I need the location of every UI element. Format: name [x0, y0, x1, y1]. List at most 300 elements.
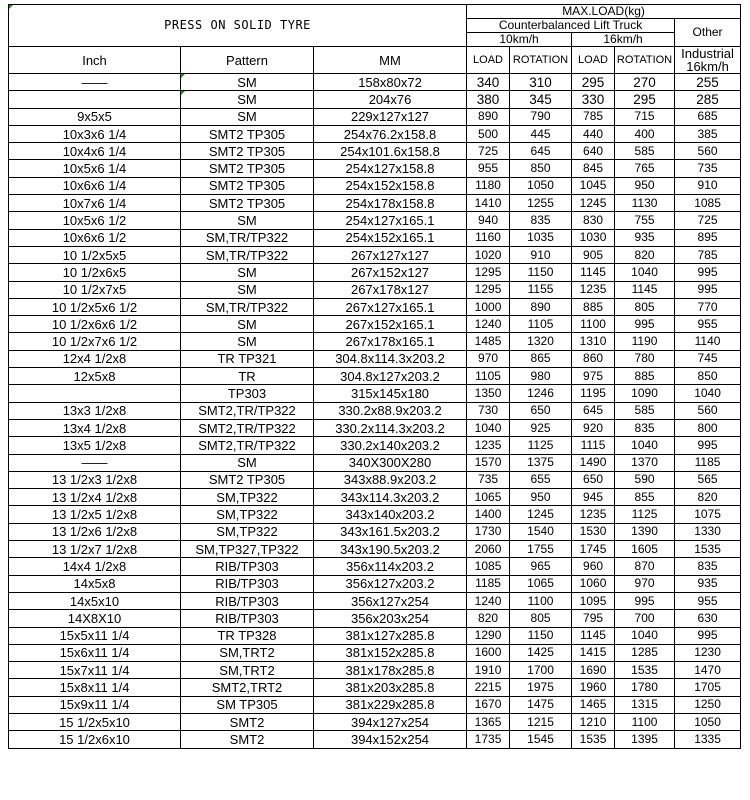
table-row — [9, 419, 741, 436]
mm-cell: 254x76.2x158.8 — [314, 125, 467, 142]
inch-cell: 13 1/2x4 1/2x8 — [9, 489, 181, 506]
load-16-cell: 440 — [572, 125, 615, 142]
rotation-10-cell: 1320 — [510, 333, 572, 350]
load-10-header: LOAD — [467, 47, 510, 74]
mm-cell: 381x152x285.8 — [314, 644, 467, 661]
rotation-16-cell: 1780 — [615, 679, 675, 696]
table-row — [9, 212, 741, 229]
load-16-cell: 1235 — [572, 281, 615, 298]
rotation-10-cell: 1255 — [510, 195, 572, 212]
pattern-cell: SM — [181, 454, 314, 471]
table-row — [9, 731, 741, 748]
load-16-cell: 1100 — [572, 316, 615, 333]
rotation-16-cell: 1535 — [615, 662, 675, 679]
table-row — [9, 195, 741, 212]
pattern-cell: SMT2,TR/TP322 — [181, 437, 314, 454]
load-10-cell: 1020 — [467, 246, 510, 263]
other-industrial-cell: 1250 — [675, 696, 741, 713]
load-10-cell: 2215 — [467, 679, 510, 696]
table-row — [9, 662, 741, 679]
load-16-cell: 1145 — [572, 627, 615, 644]
other-industrial-cell: 955 — [675, 592, 741, 609]
mm-cell: 356x127x254 — [314, 592, 467, 609]
table-row — [9, 385, 741, 402]
inch-cell: 10x6x6 1/2 — [9, 229, 181, 246]
other-industrial-cell: 995 — [675, 627, 741, 644]
load-16-cell: 1115 — [572, 437, 615, 454]
industrial-speed-label: 16km/h — [686, 59, 729, 74]
rotation-16-cell: 835 — [615, 419, 675, 436]
inch-cell: 13 1/2x6 1/2x8 — [9, 523, 181, 540]
rotation-16-cell: 585 — [615, 143, 675, 160]
load-10-cell: 1185 — [467, 575, 510, 592]
load-16-cell: 1235 — [572, 506, 615, 523]
mm-cell: 315x145x180 — [314, 385, 467, 402]
rotation-16-cell: 970 — [615, 575, 675, 592]
pattern-cell: SM,TP327,TP322 — [181, 541, 314, 558]
speed-10-header: 10km/h — [467, 33, 572, 47]
rotation-16-cell: 780 — [615, 350, 675, 367]
pattern-cell: RIB/TP303 — [181, 558, 314, 575]
other-industrial-cell: 735 — [675, 160, 741, 177]
inch-cell: 13x5 1/2x8 — [9, 437, 181, 454]
table-row — [9, 264, 741, 281]
load-10-cell: 1730 — [467, 523, 510, 540]
inch-cell: 15x6x11 1/4 — [9, 644, 181, 661]
mm-cell: 204x76 — [314, 91, 467, 108]
mm-cell: 330.2x88.9x203.2 — [314, 402, 467, 419]
rotation-16-cell: 765 — [615, 160, 675, 177]
inch-cell: 15x5x11 1/4 — [9, 627, 181, 644]
rotation-10-cell: 835 — [510, 212, 572, 229]
table-row — [9, 610, 741, 627]
load-16-cell: 295 — [572, 74, 615, 91]
pattern-cell: SM — [181, 281, 314, 298]
load-10-cell: 1240 — [467, 316, 510, 333]
rotation-16-cell: 1090 — [615, 385, 675, 402]
other-industrial-cell: 995 — [675, 281, 741, 298]
other-industrial-cell: 285 — [675, 91, 741, 108]
load-10-cell: 1295 — [467, 264, 510, 281]
inch-cell: 10x6x6 1/4 — [9, 177, 181, 194]
rotation-16-cell: 1040 — [615, 627, 675, 644]
mm-cell: 381x178x285.8 — [314, 662, 467, 679]
rotation-16-cell: 950 — [615, 177, 675, 194]
rotation-16-cell: 820 — [615, 246, 675, 263]
pattern-cell: SMT2,TR/TP322 — [181, 402, 314, 419]
pattern-cell: TR TP321 — [181, 350, 314, 367]
table-row — [9, 679, 741, 696]
load-10-cell: 1065 — [467, 489, 510, 506]
pattern-cell: SM,TP322 — [181, 489, 314, 506]
mm-cell: 254x101.6x158.8 — [314, 143, 467, 160]
other-industrial-cell: 385 — [675, 125, 741, 142]
counterbalanced-lift-truck-header: Counterbalanced Lift Truck — [467, 19, 675, 33]
inch-cell — [9, 91, 181, 108]
load-16-cell: 1145 — [572, 264, 615, 281]
load-16-cell: 1030 — [572, 229, 615, 246]
inch-cell: —— — [9, 74, 181, 91]
pattern-cell: SMT2 — [181, 713, 314, 730]
other-industrial-cell: 1185 — [675, 454, 741, 471]
inch-cell: 10 1/2x5x5 — [9, 246, 181, 263]
table-row — [9, 368, 741, 385]
pattern-cell: SM — [181, 264, 314, 281]
rotation-16-cell: 1040 — [615, 437, 675, 454]
other-industrial-cell: 630 — [675, 610, 741, 627]
mm-cell: 330.2x114.3x203.2 — [314, 419, 467, 436]
rotation-10-cell: 1545 — [510, 731, 572, 748]
industrial-label: Industrial — [681, 46, 734, 61]
rotation-10-cell: 1700 — [510, 662, 572, 679]
load-10-cell: 1600 — [467, 644, 510, 661]
pattern-cell: SM — [181, 316, 314, 333]
load-10-cell: 2060 — [467, 541, 510, 558]
other-industrial-cell: 995 — [675, 264, 741, 281]
load-10-cell: 1290 — [467, 627, 510, 644]
rotation-16-cell: 935 — [615, 229, 675, 246]
rotation-10-cell: 1100 — [510, 592, 572, 609]
load-16-cell: 1745 — [572, 541, 615, 558]
mm-header: MM — [314, 47, 467, 74]
rotation-16-cell: 1130 — [615, 195, 675, 212]
table-row — [9, 316, 741, 333]
mm-cell: 330.2x140x203.2 — [314, 437, 467, 454]
inch-cell: 14X8X10 — [9, 610, 181, 627]
pattern-cell: SMT2,TRT2 — [181, 679, 314, 696]
mm-cell: 340X300X280 — [314, 454, 467, 471]
table-row — [9, 298, 741, 315]
rotation-10-cell: 790 — [510, 108, 572, 125]
other-industrial-cell: 910 — [675, 177, 741, 194]
load-10-cell: 725 — [467, 143, 510, 160]
other-industrial-cell: 1140 — [675, 333, 741, 350]
other-industrial-cell: 1470 — [675, 662, 741, 679]
rotation-16-cell: 400 — [615, 125, 675, 142]
load-16-cell: 1465 — [572, 696, 615, 713]
load-16-cell: 785 — [572, 108, 615, 125]
mm-cell: 254x152x158.8 — [314, 177, 467, 194]
rotation-10-cell: 310 — [510, 74, 572, 91]
table-row — [9, 402, 741, 419]
mm-cell: 254x178x158.8 — [314, 195, 467, 212]
mm-cell: 343x88.9x203.2 — [314, 471, 467, 488]
table-row — [9, 523, 741, 540]
load-10-cell: 340 — [467, 74, 510, 91]
load-10-cell: 1295 — [467, 281, 510, 298]
pattern-cell: RIB/TP303 — [181, 592, 314, 609]
load-10-cell: 1400 — [467, 506, 510, 523]
rotation-10-cell: 655 — [510, 471, 572, 488]
table-row — [9, 644, 741, 661]
load-16-cell: 1490 — [572, 454, 615, 471]
inch-cell: 10x3x6 1/4 — [9, 125, 181, 142]
table-body — [9, 74, 741, 749]
load-10-cell: 730 — [467, 402, 510, 419]
load-16-cell: 1535 — [572, 731, 615, 748]
rotation-10-cell: 650 — [510, 402, 572, 419]
load-16-cell: 1095 — [572, 592, 615, 609]
rotation-10-cell: 645 — [510, 143, 572, 160]
pattern-cell: RIB/TP303 — [181, 610, 314, 627]
inch-cell: 15 1/2x5x10 — [9, 713, 181, 730]
load-10-cell: 1365 — [467, 713, 510, 730]
rotation-16-cell: 700 — [615, 610, 675, 627]
load-10-cell: 955 — [467, 160, 510, 177]
load-10-cell: 1350 — [467, 385, 510, 402]
load-16-cell: 1530 — [572, 523, 615, 540]
pattern-cell: SM,TRT2 — [181, 662, 314, 679]
rotation-16-cell: 1605 — [615, 541, 675, 558]
mm-cell: 343x161.5x203.2 — [314, 523, 467, 540]
mm-cell: 343x190.5x203.2 — [314, 541, 467, 558]
inch-cell: 10x5x6 1/4 — [9, 160, 181, 177]
mm-cell: 394x127x254 — [314, 713, 467, 730]
table-row — [9, 143, 741, 160]
industrial-speed-header — [675, 47, 741, 74]
other-industrial-cell: 820 — [675, 489, 741, 506]
load-16-cell: 845 — [572, 160, 615, 177]
table-row — [9, 713, 741, 730]
inch-cell: 10 1/2x6x6 1/2 — [9, 316, 181, 333]
mm-cell: 343x140x203.2 — [314, 506, 467, 523]
load-10-cell: 1670 — [467, 696, 510, 713]
mm-cell: 267x152x127 — [314, 264, 467, 281]
load-10-cell: 735 — [467, 471, 510, 488]
other-industrial-cell: 1050 — [675, 713, 741, 730]
load-10-cell: 940 — [467, 212, 510, 229]
table-row — [9, 696, 741, 713]
load-16-cell: 795 — [572, 610, 615, 627]
rotation-10-cell: 805 — [510, 610, 572, 627]
table-row — [9, 506, 741, 523]
max-load-header: MAX.LOAD(kg) — [467, 5, 741, 19]
rotation-16-cell: 1125 — [615, 506, 675, 523]
rotation-10-cell: 965 — [510, 558, 572, 575]
load-16-cell: 830 — [572, 212, 615, 229]
load-16-cell: 945 — [572, 489, 615, 506]
other-industrial-cell: 560 — [675, 402, 741, 419]
inch-cell: 12x5x8 — [9, 368, 181, 385]
table-row — [9, 229, 741, 246]
rotation-16-header: ROTATION — [615, 47, 675, 74]
pattern-cell: SMT2 TP305 — [181, 471, 314, 488]
other-industrial-cell: 685 — [675, 108, 741, 125]
load-16-cell: 1310 — [572, 333, 615, 350]
inch-cell: 14x5x10 — [9, 592, 181, 609]
load-10-cell: 1160 — [467, 229, 510, 246]
speed-16-header: 16km/h — [572, 33, 675, 47]
inch-cell: 10 1/2x7x5 — [9, 281, 181, 298]
pattern-cell: SMT2 TP305 — [181, 143, 314, 160]
load-16-cell: 905 — [572, 246, 615, 263]
load-10-cell: 1735 — [467, 731, 510, 748]
rotation-10-cell: 1150 — [510, 627, 572, 644]
other-industrial-cell: 560 — [675, 143, 741, 160]
other-industrial-cell: 995 — [675, 437, 741, 454]
rotation-10-cell: 950 — [510, 489, 572, 506]
table-row — [9, 177, 741, 194]
load-16-cell: 975 — [572, 368, 615, 385]
rotation-16-cell: 1370 — [615, 454, 675, 471]
rotation-16-cell: 1190 — [615, 333, 675, 350]
rotation-16-cell: 885 — [615, 368, 675, 385]
load-16-cell: 920 — [572, 419, 615, 436]
mm-cell: 267x152x165.1 — [314, 316, 467, 333]
mm-cell: 381x127x285.8 — [314, 627, 467, 644]
rotation-10-cell: 1105 — [510, 316, 572, 333]
load-10-cell: 1085 — [467, 558, 510, 575]
other-industrial-cell: 255 — [675, 74, 741, 91]
tyre-load-table — [8, 4, 741, 749]
other-industrial-cell: 565 — [675, 471, 741, 488]
other-industrial-cell: 1335 — [675, 731, 741, 748]
table-row — [9, 454, 741, 471]
pattern-cell: SM — [181, 333, 314, 350]
pattern-cell: SM,TRT2 — [181, 644, 314, 661]
other-industrial-cell: 745 — [675, 350, 741, 367]
load-10-cell: 890 — [467, 108, 510, 125]
load-10-cell: 1000 — [467, 298, 510, 315]
other-industrial-cell: 770 — [675, 298, 741, 315]
rotation-16-cell: 995 — [615, 316, 675, 333]
table-row — [9, 489, 741, 506]
rotation-10-header: ROTATION — [510, 47, 572, 74]
load-16-cell: 885 — [572, 298, 615, 315]
inch-cell: 13x4 1/2x8 — [9, 419, 181, 436]
rotation-10-cell: 1540 — [510, 523, 572, 540]
mm-cell: 356x127x203.2 — [314, 575, 467, 592]
mm-cell: 394x152x254 — [314, 731, 467, 748]
mm-cell: 304.8x127x203.2 — [314, 368, 467, 385]
table-row — [9, 125, 741, 142]
rotation-16-cell: 1100 — [615, 713, 675, 730]
load-10-cell: 1040 — [467, 419, 510, 436]
rotation-10-cell: 1065 — [510, 575, 572, 592]
rotation-10-cell: 910 — [510, 246, 572, 263]
table-row — [9, 541, 741, 558]
table-row — [9, 627, 741, 644]
rotation-10-cell: 1150 — [510, 264, 572, 281]
pattern-cell: TR — [181, 368, 314, 385]
load-10-cell: 380 — [467, 91, 510, 108]
mm-cell: 254x127x158.8 — [314, 160, 467, 177]
rotation-16-cell: 1040 — [615, 264, 675, 281]
load-16-cell: 650 — [572, 471, 615, 488]
load-16-cell: 1415 — [572, 644, 615, 661]
pattern-cell: SM,TP322 — [181, 506, 314, 523]
inch-cell: 10 1/2x5x6 1/2 — [9, 298, 181, 315]
load-10-cell: 1180 — [467, 177, 510, 194]
spec-sheet — [8, 4, 740, 749]
table-row — [9, 592, 741, 609]
rotation-10-cell: 345 — [510, 91, 572, 108]
other-industrial-cell: 725 — [675, 212, 741, 229]
mm-cell: 381x203x285.8 — [314, 679, 467, 696]
mm-cell: 381x229x285.8 — [314, 696, 467, 713]
pattern-cell: SMT2 TP305 — [181, 160, 314, 177]
rotation-10-cell: 980 — [510, 368, 572, 385]
rotation-16-cell: 1390 — [615, 523, 675, 540]
pattern-cell: SMT2,TR/TP322 — [181, 419, 314, 436]
inch-cell: 13x3 1/2x8 — [9, 402, 181, 419]
rotation-16-cell: 270 — [615, 74, 675, 91]
pattern-cell: SM,TP322 — [181, 523, 314, 540]
pattern-cell: SM,TR/TP322 — [181, 246, 314, 263]
rotation-10-cell: 865 — [510, 350, 572, 367]
rotation-10-cell: 1755 — [510, 541, 572, 558]
pattern-cell: SM,TR/TP322 — [181, 298, 314, 315]
other-industrial-cell: 935 — [675, 575, 741, 592]
rotation-16-cell: 295 — [615, 91, 675, 108]
rotation-16-cell: 755 — [615, 212, 675, 229]
load-16-cell: 1245 — [572, 195, 615, 212]
load-16-cell: 645 — [572, 402, 615, 419]
rotation-10-cell: 850 — [510, 160, 572, 177]
rotation-10-cell: 1050 — [510, 177, 572, 194]
mm-cell: 254x127x165.1 — [314, 212, 467, 229]
inch-cell: 15 1/2x6x10 — [9, 731, 181, 748]
table-row — [9, 575, 741, 592]
rotation-10-cell: 1246 — [510, 385, 572, 402]
mm-cell: 267x178x127 — [314, 281, 467, 298]
table-row — [9, 281, 741, 298]
pattern-cell: SM — [181, 108, 314, 125]
table-row — [9, 246, 741, 263]
mm-cell: 356x114x203.2 — [314, 558, 467, 575]
mm-cell: 229x127x127 — [314, 108, 467, 125]
rotation-16-cell: 1145 — [615, 281, 675, 298]
rotation-16-cell: 1395 — [615, 731, 675, 748]
load-16-cell: 860 — [572, 350, 615, 367]
inch-cell: 13 1/2x3 1/2x8 — [9, 471, 181, 488]
load-10-cell: 1485 — [467, 333, 510, 350]
load-16-cell: 1045 — [572, 177, 615, 194]
inch-cell: 10 1/2x7x6 1/2 — [9, 333, 181, 350]
pattern-cell: RIB/TP303 — [181, 575, 314, 592]
rotation-16-cell: 995 — [615, 592, 675, 609]
load-10-cell: 1105 — [467, 368, 510, 385]
mm-cell: 267x127x127 — [314, 246, 467, 263]
pattern-cell: SM,TR/TP322 — [181, 229, 314, 246]
rotation-10-cell: 1155 — [510, 281, 572, 298]
rotation-10-cell: 445 — [510, 125, 572, 142]
other-label: Other — [692, 25, 723, 39]
table-row — [9, 437, 741, 454]
mm-cell: 267x178x165.1 — [314, 333, 467, 350]
table-row — [9, 108, 741, 125]
inch-cell: 10x5x6 1/2 — [9, 212, 181, 229]
rotation-16-cell: 1285 — [615, 644, 675, 661]
load-16-cell: 1960 — [572, 679, 615, 696]
pattern-cell: TR TP328 — [181, 627, 314, 644]
inch-cell: 15x8x11 1/4 — [9, 679, 181, 696]
other-industrial-cell: 895 — [675, 229, 741, 246]
rotation-16-cell: 1315 — [615, 696, 675, 713]
table-title: PRESS ON SOLID TYRE — [9, 5, 467, 47]
pattern-cell: SMT2 TP305 — [181, 195, 314, 212]
inch-cell: 10x7x6 1/4 — [9, 195, 181, 212]
other-industrial-cell: 1535 — [675, 541, 741, 558]
inch-cell: 13 1/2x5 1/2x8 — [9, 506, 181, 523]
other-industrial-cell: 1075 — [675, 506, 741, 523]
rotation-16-cell: 855 — [615, 489, 675, 506]
rotation-10-cell: 1125 — [510, 437, 572, 454]
inch-cell: 14x4 1/2x8 — [9, 558, 181, 575]
inch-cell: 10 1/2x6x5 — [9, 264, 181, 281]
other-industrial-cell: 1705 — [675, 679, 741, 696]
rotation-10-cell: 1215 — [510, 713, 572, 730]
